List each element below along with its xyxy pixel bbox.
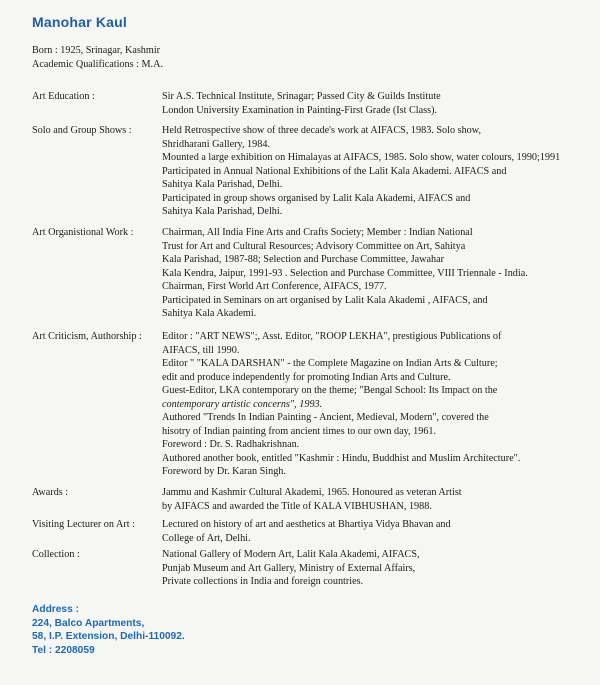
content-line: Kala Parishad, 1987-88; Selection and Purchase Committee, Jawahar <box>162 254 445 265</box>
section-label: Collection : <box>32 549 80 560</box>
intro-block <box>32 44 163 71</box>
section-content <box>162 226 592 321</box>
content-line: Kala Kendra, Jaipur, 1991-93 . Selection and Purchase Committee, VIII Triennale - India. <box>162 267 528 279</box>
content-line: Private collections in India and foreign countries. <box>162 576 364 587</box>
content-line: Sahitya Kala Akademi. <box>162 308 257 319</box>
section-label: Visiting Lecturer on Art : <box>32 519 135 530</box>
content-line: Sahitya Kala Parishad, Delhi. <box>162 206 283 217</box>
address-line-2: 58, I.P. Extension, Delhi-110092. <box>32 631 185 642</box>
content-line: Foreword by Dr. Karan Singh. <box>162 466 286 477</box>
section-label: Solo and Group Shows : <box>32 125 132 136</box>
content-line: by AIFACS and awarded the Title of KALA VIBHUSHAN, 1988. <box>162 500 432 512</box>
section-content <box>162 124 592 219</box>
content-line: Authored "Trends In Indian Painting - Ancient, Medieval, Modern", covered the <box>162 412 489 423</box>
section-content <box>162 90 592 117</box>
content-line: Participated in group shows organised by Lalit Kala Akademi, AIFACS and <box>162 192 471 204</box>
section-label: Awards : <box>32 487 69 498</box>
content-line: London University Examination in Painting-First Grade (Ist Class). <box>162 104 438 116</box>
address-heading: Address : <box>32 604 79 615</box>
section-label: Art Criticism, Authorship : <box>32 331 142 342</box>
content-line: Authored another book, entitled "Kashmir : Hindu, Buddhist and Muslim Architecture". <box>162 452 521 464</box>
content-line: Participated in Annual National Exhibitions of the Lalit Kala Akademi. AIFACS and <box>162 165 507 177</box>
content-line: Guest-Editor, LKA contemporary on the theme; "Bengal School: Its Impact on the <box>162 385 498 396</box>
born-line: Born : 1925, Srinagar, Kashmir <box>32 45 161 56</box>
content-line: National Gallery of Modern Art, Lalit Kala Akademi, AIFACS, <box>162 549 420 560</box>
section-label: Art Organistional Work : <box>32 227 134 238</box>
content-line: Sir A.S. Technical Institute, Srinagar; Passed City & Guilds Institute <box>162 91 441 102</box>
content-line: Trust for Art and Cultural Resources; Advisory Committee on Art, Sahitya <box>162 240 466 252</box>
content-line: College of Art, Delhi. <box>162 532 251 544</box>
qualifications-line: Academic Qualifications : M.A. <box>32 58 163 70</box>
content-line: Jammu and Kashmir Cultural Akademi, 1965. Honoured as veteran Artist <box>162 487 462 498</box>
section-content <box>162 518 592 545</box>
content-line: edit and produce independently for promoting Indian Arts and Culture. <box>162 371 451 383</box>
content-line: Editor " "KALA DARSHAN" - the Complete Magazine on Indian Arts & Culture; <box>162 358 498 369</box>
section-label: Art Education : <box>32 91 95 102</box>
section-content <box>162 330 592 479</box>
content-line: Lectured on history of art and aesthetics at Bhartiya Vidya Bhavan and <box>162 519 451 530</box>
content-line: Participated in Seminars on art organised by Lalit Kala Akademi , AIFACS, and <box>162 294 488 306</box>
section-content <box>162 548 592 589</box>
content-line: AIFACS, till 1990. <box>162 344 240 356</box>
content-line: Chairman, First World Art Conference, AIFACS, 1977. <box>162 281 387 292</box>
content-line: Held Retrospective show of three decade's work at AIFACS, 1983. Solo show, <box>162 125 482 136</box>
telephone: Tel : 2208059 <box>32 644 95 656</box>
content-line: hisotry of Indian painting from ancient times to our own day, 1961. <box>162 425 437 437</box>
artist-name: Manohar Kaul <box>32 14 127 30</box>
content-line: Sahitya Kala Parishad, Delhi. <box>162 179 283 190</box>
content-line: Chairman, All India Fine Arts and Crafts Society; Member : Indian National <box>162 227 473 238</box>
address-block <box>32 603 185 657</box>
address-line-1: 224, Balco Apartments, <box>32 617 145 629</box>
content-line: Foreword : Dr. S. Radhakrishnan. <box>162 439 300 450</box>
content-line: Shridharani Gallery, 1984. <box>162 138 270 150</box>
content-line: Editor : "ART NEWS";, Asst. Editor, "ROOP LEKHA", prestigious Publications of <box>162 331 502 342</box>
content-line: Mounted a large exhibition on Himalayas at AIFACS, 1985. Solo show, water colours, 1990;1991 <box>162 152 561 163</box>
section-content <box>162 486 592 513</box>
content-line: Punjab Museum and Art Gallery, Ministry of External Affairs, <box>162 562 416 574</box>
content-line: contemporary artistic concerns", 1993. <box>162 398 323 410</box>
